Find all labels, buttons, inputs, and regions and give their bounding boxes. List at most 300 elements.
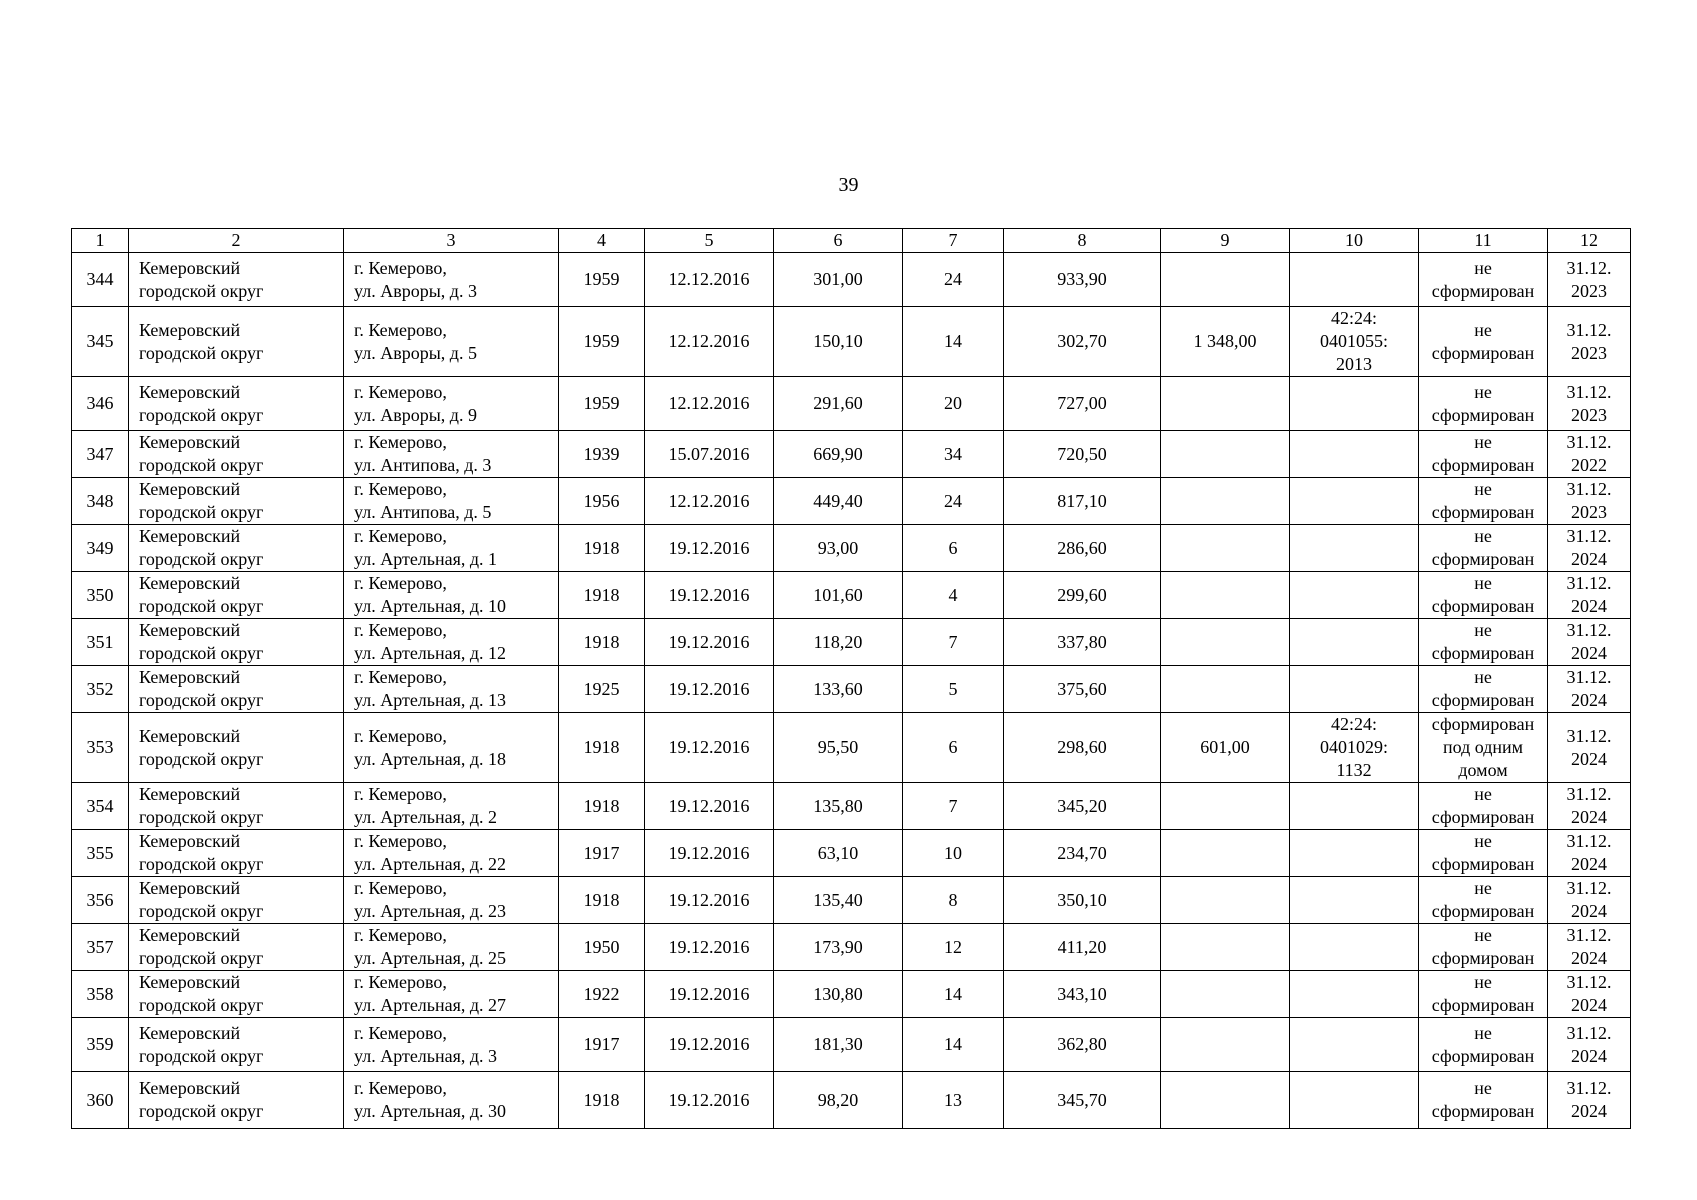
status-cell-line: сформирован (1431, 404, 1535, 425)
deadline-cell (1548, 924, 1631, 971)
total-area-cell-line: 727,00 (1057, 393, 1107, 413)
status-cell-line: не (1474, 479, 1492, 499)
address-cell (344, 783, 559, 830)
total-area-cell-line: 933,90 (1057, 269, 1107, 289)
district-cell-line: Кемеровский (139, 831, 241, 851)
district-cell (129, 431, 344, 478)
year-cell-line: 1939 (583, 443, 620, 464)
date-cell-line: 12.12.2016 (668, 269, 750, 289)
area-cell-line: 135,40 (813, 889, 863, 910)
land-area-cell (1161, 307, 1290, 377)
date-cell (645, 666, 774, 713)
status-cell (1419, 830, 1548, 877)
deadline-cell-line: 31.12. (1566, 784, 1612, 804)
address-cell-line: г. Кемерово, (354, 573, 447, 593)
date-cell-line: 19.12.2016 (668, 842, 750, 863)
row-number-cell (72, 877, 129, 924)
row-number-cell-line: 359 (86, 1034, 114, 1054)
land-area-cell (1161, 431, 1290, 478)
district-cell-line: городской округ (139, 643, 264, 663)
year-cell-line: 1918 (583, 537, 620, 558)
address-cell-line: г. Кемерово, (354, 526, 447, 546)
deadline-cell-line: 31.12. (1566, 831, 1612, 851)
land-area-cell (1161, 971, 1290, 1018)
cadastre-cell (1290, 830, 1419, 877)
row-number-cell (72, 478, 129, 525)
table-row (72, 431, 1631, 478)
status-cell (1419, 1018, 1548, 1072)
cadastre-cell (1290, 1018, 1419, 1072)
row-number-cell (72, 1072, 129, 1129)
address-cell-line: ул. Артельная, д. 22 (354, 854, 507, 874)
table-row (72, 924, 1631, 971)
status-cell-line: сформирован (1431, 690, 1535, 710)
residents-cell (903, 431, 1004, 478)
status-cell-line: сформирован (1431, 854, 1535, 874)
status-cell-line: не (1474, 573, 1492, 593)
date-cell-line: 19.12.2016 (668, 889, 750, 910)
column-header: 11 (1419, 229, 1548, 253)
residents-cell (903, 572, 1004, 619)
deadline-cell-line: 31.12. (1566, 381, 1612, 402)
deadline-cell (1548, 783, 1631, 830)
deadline-cell-line: 2024 (1571, 690, 1607, 710)
row-number-cell (72, 377, 129, 431)
address-cell-line: ул. Артельная, д. 30 (354, 1101, 507, 1121)
district-cell-line: Кемеровский (139, 573, 241, 593)
table-row (72, 783, 1631, 830)
address-cell (344, 666, 559, 713)
deadline-cell-line: 31.12. (1566, 620, 1612, 640)
year-cell-line: 1917 (583, 1034, 620, 1054)
land-area-cell (1161, 666, 1290, 713)
total-area-cell-line: 817,10 (1057, 490, 1107, 511)
year-cell (559, 619, 645, 666)
date-cell-line: 19.12.2016 (668, 678, 750, 699)
table-row (72, 713, 1631, 783)
total-area-cell (1004, 478, 1161, 525)
status-cell-line: не (1474, 620, 1492, 640)
cadastre-cell-line: 2013 (1336, 354, 1372, 374)
date-cell-line: 19.12.2016 (668, 537, 750, 558)
deadline-cell-line: 31.12. (1566, 257, 1612, 278)
deadline-cell-line: 2023 (1571, 280, 1607, 301)
area-cell-line: 95,50 (817, 737, 859, 757)
status-cell (1419, 478, 1548, 525)
deadline-cell-line: 31.12. (1566, 319, 1612, 340)
status-cell-line: не (1474, 925, 1492, 945)
district-cell (129, 307, 344, 377)
address-cell (344, 307, 559, 377)
cadastre-cell (1290, 783, 1419, 830)
table-row (72, 307, 1631, 377)
address-cell-line: г. Кемерово, (354, 1078, 447, 1098)
district-cell (129, 377, 344, 431)
date-cell (645, 924, 774, 971)
year-cell-line: 1918 (583, 737, 620, 757)
row-number-cell-line: 350 (86, 584, 114, 605)
cadastre-cell (1290, 431, 1419, 478)
deadline-cell-line: 31.12. (1566, 1078, 1612, 1098)
total-area-cell (1004, 830, 1161, 877)
deadline-cell (1548, 431, 1631, 478)
area-cell-line: 130,80 (813, 983, 863, 1004)
table-row (72, 619, 1631, 666)
residents-cell-line: 10 (944, 842, 962, 863)
district-cell-line: городской округ (139, 690, 264, 710)
deadline-cell-line: 31.12. (1566, 1022, 1612, 1043)
residents-cell-line: 8 (948, 889, 958, 910)
residents-cell-line: 4 (948, 584, 958, 605)
deadline-cell-line: 2023 (1571, 404, 1607, 425)
district-cell (129, 572, 344, 619)
district-cell-line: городской округ (139, 948, 264, 968)
address-cell-line: ул. Артельная, д. 1 (354, 549, 498, 569)
row-number-cell (72, 619, 129, 666)
district-cell-line: Кемеровский (139, 381, 241, 402)
deadline-cell-line: 31.12. (1566, 725, 1612, 746)
residents-cell-line: 24 (944, 490, 962, 511)
district-cell-line: Кемеровский (139, 725, 241, 746)
cadastre-cell (1290, 525, 1419, 572)
status-cell (1419, 783, 1548, 830)
deadline-cell-line: 2024 (1571, 549, 1607, 569)
residents-cell (903, 924, 1004, 971)
date-cell (645, 783, 774, 830)
area-cell (774, 253, 903, 307)
cadastre-cell (1290, 924, 1419, 971)
total-area-cell (1004, 377, 1161, 431)
land-area-cell (1161, 525, 1290, 572)
cadastre-cell (1290, 619, 1419, 666)
row-number-cell (72, 713, 129, 783)
date-cell (645, 971, 774, 1018)
row-number-cell (72, 253, 129, 307)
area-cell-line: 133,60 (813, 678, 863, 699)
district-cell-line: Кемеровский (139, 479, 241, 499)
land-area-cell (1161, 619, 1290, 666)
date-cell-line: 19.12.2016 (668, 1034, 750, 1054)
district-cell-line: городской округ (139, 995, 264, 1015)
date-cell (645, 478, 774, 525)
row-number-cell-line: 349 (86, 537, 114, 558)
address-cell (344, 377, 559, 431)
land-area-cell (1161, 713, 1290, 783)
column-header: 4 (559, 229, 645, 253)
address-cell (344, 877, 559, 924)
year-cell (559, 877, 645, 924)
district-cell-line: городской округ (139, 455, 264, 475)
year-cell-line: 1959 (583, 331, 620, 351)
status-cell (1419, 1072, 1548, 1129)
table-body (72, 253, 1631, 1129)
district-cell (129, 478, 344, 525)
year-cell-line: 1918 (583, 1089, 620, 1110)
total-area-cell (1004, 877, 1161, 924)
total-area-cell (1004, 431, 1161, 478)
total-area-cell (1004, 253, 1161, 307)
district-cell-line: городской округ (139, 404, 264, 425)
residents-cell (903, 478, 1004, 525)
address-cell-line: г. Кемерово, (354, 620, 447, 640)
district-cell (129, 924, 344, 971)
district-cell (129, 783, 344, 830)
area-cell (774, 307, 903, 377)
year-cell-line: 1959 (583, 269, 620, 289)
address-cell (344, 431, 559, 478)
area-cell-line: 98,20 (817, 1089, 859, 1110)
status-cell-line: сформирован (1431, 596, 1535, 616)
district-cell-line: Кемеровский (139, 925, 241, 945)
date-cell-line: 12.12.2016 (668, 490, 750, 511)
total-area-cell (1004, 713, 1161, 783)
land-area-cell (1161, 830, 1290, 877)
area-cell (774, 666, 903, 713)
deadline-cell (1548, 713, 1631, 783)
status-cell (1419, 377, 1548, 431)
status-cell-line: под одним (1442, 737, 1524, 757)
district-cell-line: Кемеровский (139, 972, 241, 992)
address-cell-line: г. Кемерово, (354, 432, 447, 452)
deadline-cell (1548, 253, 1631, 307)
date-cell (645, 431, 774, 478)
row-number-cell-line: 346 (86, 393, 114, 413)
residents-cell (903, 253, 1004, 307)
status-cell-line: домом (1458, 760, 1508, 780)
land-area-cell (1161, 478, 1290, 525)
land-area-cell (1161, 877, 1290, 924)
status-cell-line: не (1474, 1078, 1492, 1098)
status-cell-line: сформирован (1431, 995, 1535, 1015)
status-cell (1419, 619, 1548, 666)
residents-cell (903, 525, 1004, 572)
residents-cell-line: 12 (944, 936, 962, 957)
deadline-cell-line: 2024 (1571, 1101, 1607, 1121)
status-cell-line: не (1474, 784, 1492, 804)
residents-cell (903, 619, 1004, 666)
column-number-row (72, 229, 1631, 253)
year-cell (559, 666, 645, 713)
status-cell-line: не (1474, 432, 1492, 452)
year-cell-line: 1950 (583, 936, 620, 957)
address-cell (344, 1072, 559, 1129)
table-row (72, 971, 1631, 1018)
area-cell (774, 971, 903, 1018)
year-cell (559, 713, 645, 783)
date-cell-line: 12.12.2016 (668, 331, 750, 351)
total-area-cell (1004, 666, 1161, 713)
deadline-cell-line: 2024 (1571, 596, 1607, 616)
table-row (72, 253, 1631, 307)
table-row (72, 572, 1631, 619)
district-cell-line: городской округ (139, 807, 264, 827)
total-area-cell-line: 299,60 (1057, 584, 1107, 605)
date-cell-line: 15.07.2016 (668, 443, 750, 464)
column-header: 5 (645, 229, 774, 253)
status-cell (1419, 525, 1548, 572)
address-cell-line: ул. Артельная, д. 12 (354, 643, 507, 663)
deadline-cell (1548, 377, 1631, 431)
year-cell (559, 478, 645, 525)
land-area-cell-line: 1 348,00 (1193, 331, 1257, 351)
status-cell-line: сформирован (1431, 901, 1535, 921)
deadline-cell-line: 2024 (1571, 901, 1607, 921)
row-number-cell-line: 347 (86, 443, 114, 464)
deadline-cell (1548, 971, 1631, 1018)
residents-cell-line: 20 (944, 393, 962, 413)
status-cell (1419, 971, 1548, 1018)
residents-cell (903, 877, 1004, 924)
deadline-cell (1548, 830, 1631, 877)
row-number-cell (72, 971, 129, 1018)
residents-cell-line: 5 (948, 678, 958, 699)
status-cell (1419, 924, 1548, 971)
residents-cell-line: 13 (944, 1089, 962, 1110)
cadastre-cell (1290, 307, 1419, 377)
table-row (72, 1072, 1631, 1129)
year-cell (559, 783, 645, 830)
residents-cell (903, 1072, 1004, 1129)
area-cell (774, 619, 903, 666)
deadline-cell-line: 2024 (1571, 748, 1607, 769)
district-cell-line: Кемеровский (139, 620, 241, 640)
status-cell-line: сформирован (1431, 342, 1535, 363)
residents-cell-line: 7 (948, 795, 958, 816)
deadline-cell-line: 31.12. (1566, 432, 1612, 452)
year-cell (559, 572, 645, 619)
address-cell (344, 1018, 559, 1072)
year-cell (559, 1018, 645, 1072)
table-row (72, 877, 1631, 924)
area-cell (774, 783, 903, 830)
row-number-cell-line: 352 (86, 678, 114, 699)
cadastre-cell (1290, 478, 1419, 525)
date-cell-line: 19.12.2016 (668, 1089, 750, 1110)
address-cell-line: г. Кемерово, (354, 972, 447, 992)
date-cell-line: 12.12.2016 (668, 393, 750, 413)
address-cell (344, 619, 559, 666)
cadastre-cell-line: 42:24: (1330, 308, 1377, 328)
address-cell-line: г. Кемерово, (354, 257, 447, 278)
address-cell-line: ул. Артельная, д. 23 (354, 901, 507, 921)
deadline-cell-line: 31.12. (1566, 925, 1612, 945)
date-cell-line: 19.12.2016 (668, 737, 750, 757)
date-cell (645, 377, 774, 431)
address-cell-line: г. Кемерово, (354, 1022, 447, 1043)
residents-cell-line: 7 (948, 631, 958, 652)
residents-cell-line: 14 (944, 983, 962, 1004)
total-area-cell-line: 343,10 (1057, 983, 1107, 1004)
table-row (72, 377, 1631, 431)
district-cell-line: Кемеровский (139, 257, 241, 278)
address-cell-line: г. Кемерово, (354, 925, 447, 945)
district-cell-line: городской округ (139, 1045, 264, 1066)
total-area-cell (1004, 1072, 1161, 1129)
cadastre-cell (1290, 377, 1419, 431)
date-cell (645, 830, 774, 877)
residents-cell (903, 307, 1004, 377)
column-header: 10 (1290, 229, 1419, 253)
year-cell-line: 1918 (583, 584, 620, 605)
residents-cell-line: 14 (944, 331, 962, 351)
row-number-cell-line: 356 (86, 889, 114, 910)
area-cell-line: 291,60 (813, 393, 863, 413)
row-number-cell (72, 1018, 129, 1072)
row-number-cell-line: 353 (86, 737, 114, 757)
date-cell (645, 619, 774, 666)
address-cell-line: ул. Антипова, д. 5 (354, 502, 492, 522)
year-cell-line: 1918 (583, 889, 620, 910)
district-cell (129, 1072, 344, 1129)
deadline-cell-line: 2024 (1571, 1045, 1607, 1066)
status-cell-line: не (1474, 319, 1492, 340)
district-cell-line: городской округ (139, 1101, 264, 1121)
status-cell (1419, 307, 1548, 377)
date-cell (645, 713, 774, 783)
total-area-cell-line: 302,70 (1057, 331, 1107, 351)
address-cell-line: ул. Артельная, д. 2 (354, 807, 498, 827)
address-cell-line: ул. Артельная, д. 3 (354, 1045, 498, 1066)
residents-cell-line: 24 (944, 269, 962, 289)
address-cell-line: г. Кемерово, (354, 319, 447, 340)
total-area-cell (1004, 619, 1161, 666)
total-area-cell-line: 362,80 (1057, 1034, 1107, 1054)
year-cell-line: 1918 (583, 631, 620, 652)
year-cell (559, 525, 645, 572)
deadline-cell (1548, 572, 1631, 619)
deadline-cell-line: 31.12. (1566, 667, 1612, 687)
status-cell-line: не (1474, 257, 1492, 278)
row-number-cell (72, 307, 129, 377)
district-cell-line: городской округ (139, 549, 264, 569)
deadline-cell-line: 31.12. (1566, 573, 1612, 593)
row-number-cell-line: 360 (86, 1089, 114, 1110)
area-cell-line: 93,00 (817, 537, 859, 558)
row-number-cell-line: 357 (86, 936, 114, 957)
total-area-cell-line: 345,70 (1057, 1089, 1107, 1110)
row-number-cell (72, 666, 129, 713)
total-area-cell-line: 375,60 (1057, 678, 1107, 699)
total-area-cell-line: 345,20 (1057, 795, 1107, 816)
area-cell-line: 301,00 (813, 269, 863, 289)
area-cell (774, 572, 903, 619)
area-cell (774, 1072, 903, 1129)
district-cell-line: городской округ (139, 748, 264, 769)
area-cell-line: 150,10 (813, 331, 863, 351)
land-area-cell (1161, 1018, 1290, 1072)
year-cell-line: 1956 (583, 490, 620, 511)
district-cell-line: Кемеровский (139, 878, 241, 898)
status-cell (1419, 666, 1548, 713)
district-cell (129, 253, 344, 307)
cadastre-cell (1290, 666, 1419, 713)
land-area-cell-line: 601,00 (1200, 737, 1250, 757)
total-area-cell (1004, 971, 1161, 1018)
total-area-cell-line: 720,50 (1057, 443, 1107, 464)
total-area-cell-line: 286,60 (1057, 537, 1107, 558)
cadastre-cell (1290, 253, 1419, 307)
address-cell (344, 525, 559, 572)
status-cell-line: сформирован (1431, 948, 1535, 968)
area-cell (774, 877, 903, 924)
residents-cell-line: 6 (948, 537, 958, 558)
residents-cell-line: 34 (944, 443, 962, 464)
deadline-cell-line: 2024 (1571, 807, 1607, 827)
total-area-cell (1004, 783, 1161, 830)
column-header: 12 (1548, 229, 1631, 253)
deadline-cell-line: 2023 (1571, 502, 1607, 522)
area-cell (774, 1018, 903, 1072)
